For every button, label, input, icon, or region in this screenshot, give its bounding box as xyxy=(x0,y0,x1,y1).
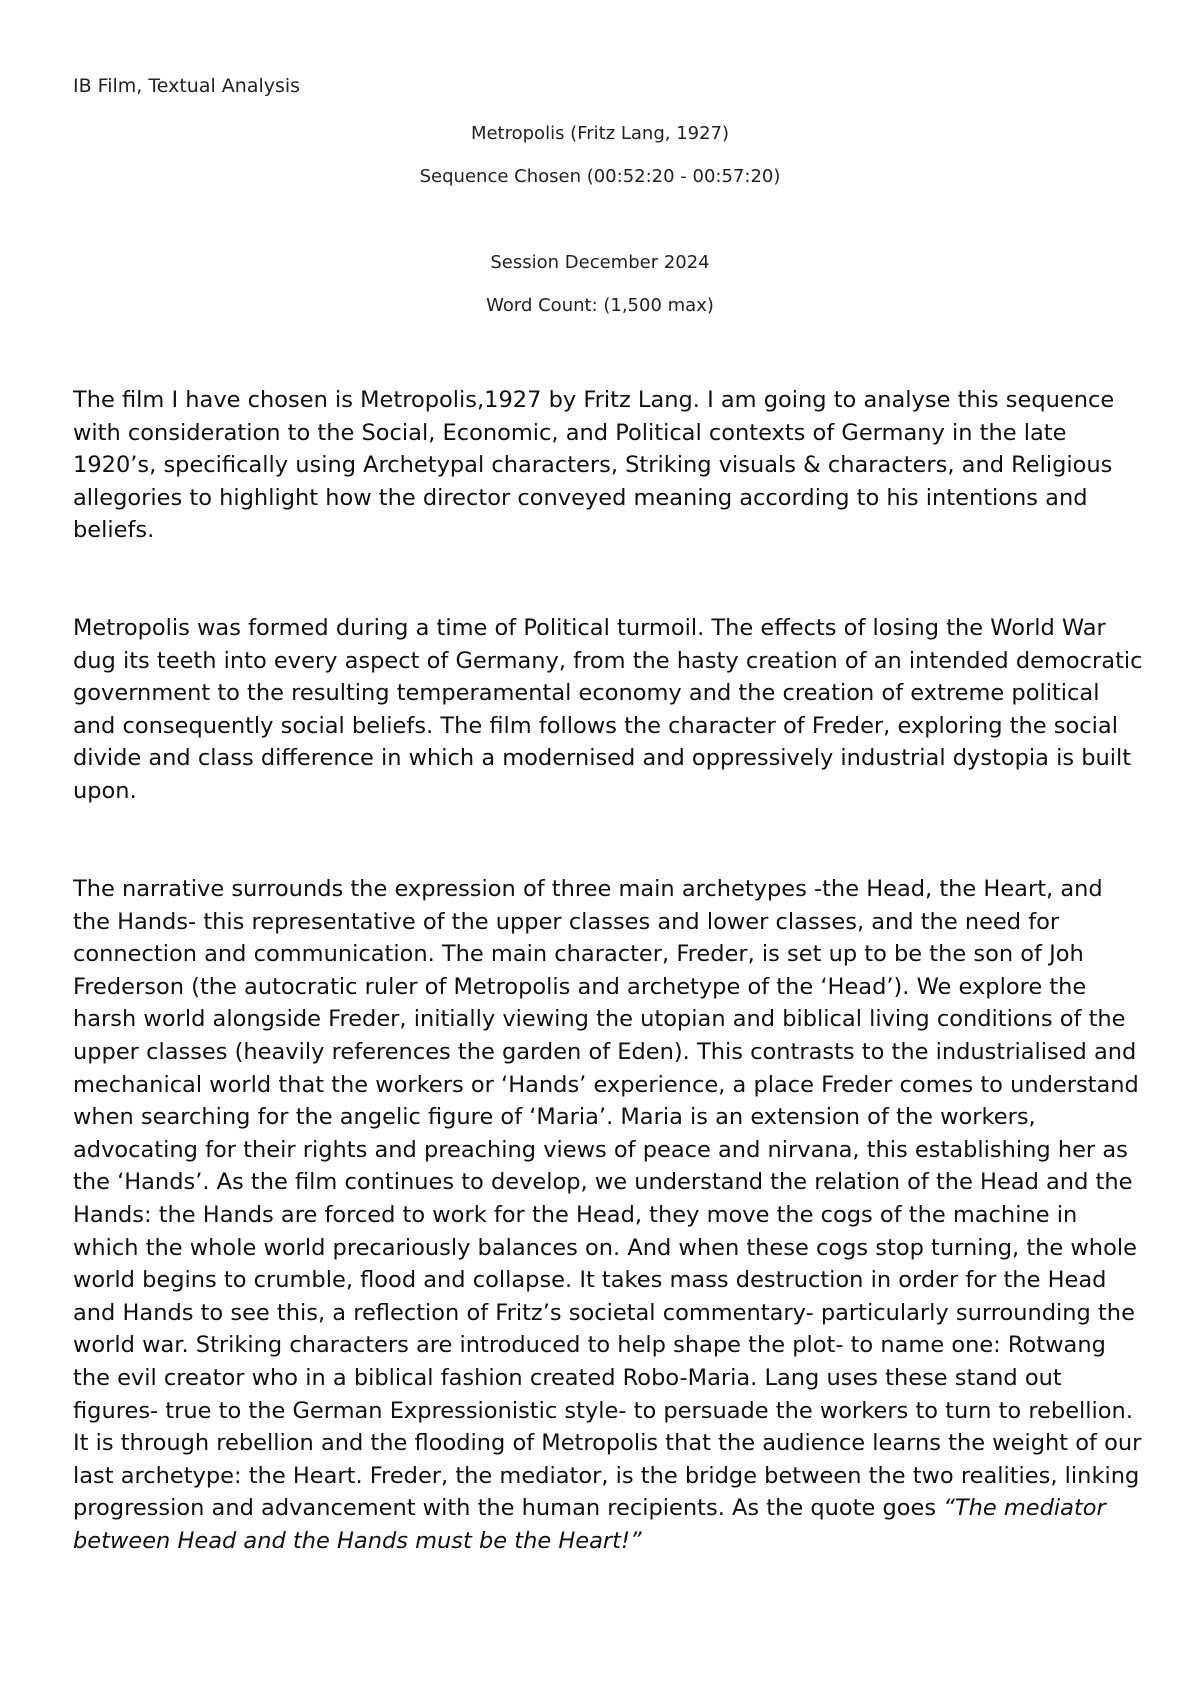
paragraph-narrative-text: The narrative surrounds the expression of three main archetypes -the Head, the Heart, and the Hands- this representative of the upper classes and lower classes, and the need for connection and communication. The main character, Freder, is set up to be the son of Joh Frederson (the autocratic ruler of Metropolis and archetype of the ‘Head’). We explore the harsh world alongside Freder, initially viewing the utopian and biblical living conditions of the upper classes (heavily references the garden of Eden). This contrasts to the industrialised and mechanical world that the workers or ‘Hands’ experience, a place Freder comes to understand when searching for the angelic figure of ‘Maria’. Maria is an extension of the workers, advocating for their rights and preaching views of peace and nirvana, this establishing her as the ‘Hands’. As the film continues to develop, we understand the relation of the Head and the Hands: the Hands are forced to work for the Head, they move the cogs of the machine in which the whole world precariously balances on. And when these cogs stop turning, the whole world begins to crumble, flood and collapse. It takes mass destruction in order for the Head and Hands to see this, a reflection of Fritz’s societal commentary- particularly surrounding the world war. Striking characters are introduced to help shape the plot- to name one: Rotwang the evil creator who in a biblical fashion created Robo-Maria. Lang uses these stand out figures- true to the German Expressionistic style- to persuade the workers to turn to rebellion. It is through rebellion and the flooding of Metropolis that the audience learns the weight of our last archetype: the Heart. Freder, the mediator, is the bridge between the two realities, linking progression and advancement with the human recipients. As the quote goes xyxy=(73,876,1142,1522)
word-count: Word Count: (1,500 max) xyxy=(486,295,714,316)
paragraph-introduction: The film I have chosen is Metropolis,1927 by Fritz Lang. I am going to analyse this sequence with consideration to the Social, Economic, and Political contexts of Germany in the late 1920’s, specifically using Archetypal characters, Striking visuals & characters, and Religious allegories to highlight how the director conveyed meaning according to his intentions and beliefs. xyxy=(73,387,1115,544)
paragraph-narrative xyxy=(73,873,1143,1557)
film-quote: “The mediator between Head and the Hands must be the Heart!” xyxy=(73,1495,1106,1554)
session-date: Session December 2024 xyxy=(490,252,710,273)
sequence-chosen: Sequence Chosen (00:52:20 - 00:57:20) xyxy=(419,166,781,187)
course-label: IB Film, Textual Analysis xyxy=(73,75,301,97)
paragraph-context: Metropolis was formed during a time of Political turmoil. The effects of losing the World War dug its teeth into every aspect of Germany, from the hasty creation of an intended democratic government to the resulting temperamental economy and the creation of extreme political and consequently social beliefs. The film follows the character of Freder, exploring the social divide and class difference in which a modernised and oppressively industrial dystopia is built upon. xyxy=(73,615,1143,804)
film-title: Metropolis (Fritz Lang, 1927) xyxy=(470,123,730,144)
